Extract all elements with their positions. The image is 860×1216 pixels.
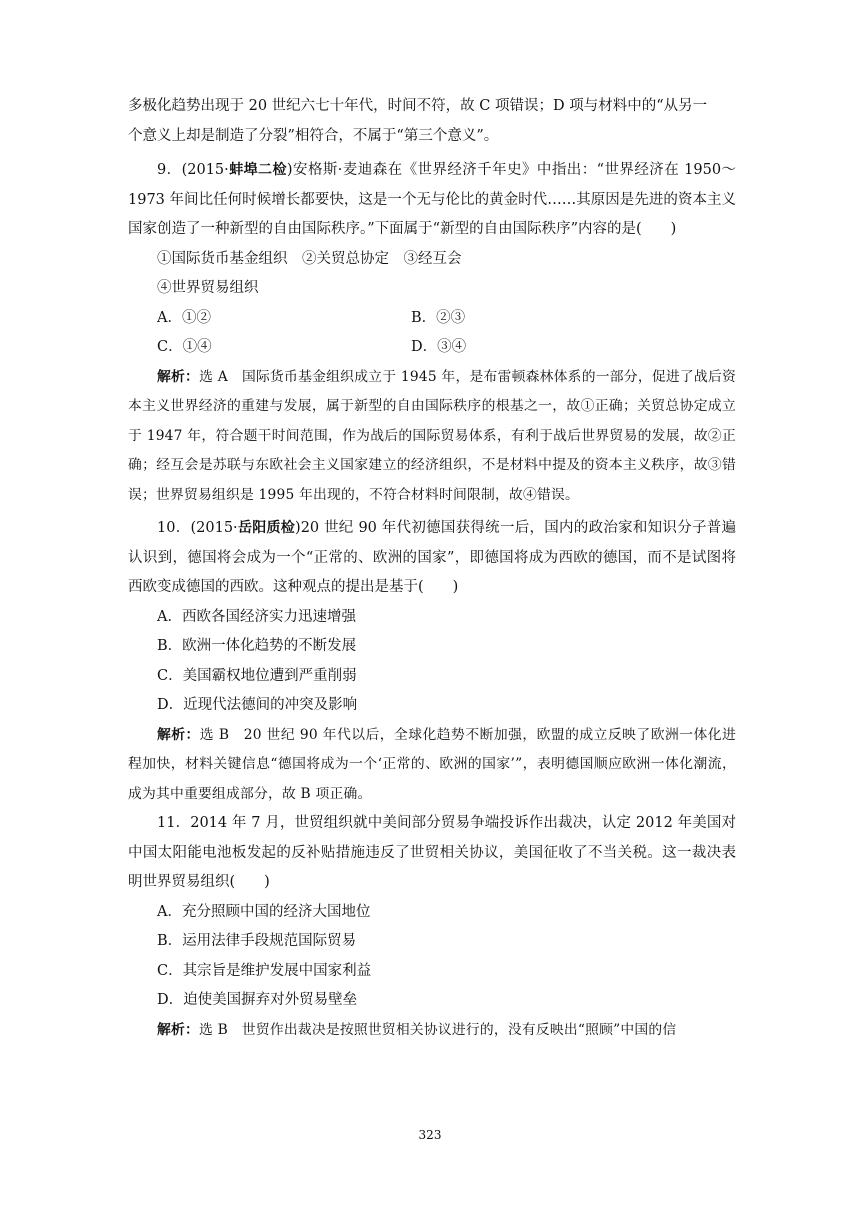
question-9-stem-text: 安格斯·麦迪森在《世界经济千年史》中指出：“世界经济在 1950～1973 年间比任何时候增长都要快，这是一个无与伦比的黄金时代……其原因是先进的资本主义国家创造了一种新型的自由国际秩序。”下面属于“新型的自由国际秩序”内容的是( ) [128,162,737,237]
question-11-number: 11． [157,815,191,831]
question-9-source: 蚌埠二检 [228,162,287,178]
question-11-option-b: B．运用法律手段规范国际贸易 [157,933,357,949]
question-11-analysis-label: 解析： [157,1021,199,1038]
intro-line-2: 个意义上却是制造了分裂”相符合，不属于“第三个意义”。 [128,127,499,144]
intro-line-1: 多极化趋势出现于 20 世纪六七十年代，时间不符，故 C 项错误；D 项与材料中的“从另一 [128,98,708,114]
question-9-option-a: A．①② [157,309,211,326]
question-11-stem-text: 2014 年 7 月，世贸组织就中美间部分贸易争端投诉作出裁决，认定 2012 年美国对中国太阳能电池板发起的反补贴措施违反了世贸相关协议，美国征收了不当关税。这一裁决表明世界贸易组织( ) [128,815,736,890]
question-10-option-a: A．西欧各国经济实力迅速增强 [157,608,356,625]
question-11-option-a: A．充分照顾中国的经济大国地位 [157,903,371,920]
question-10-option-c: C．美国霸权地位遭到严重削弱 [157,667,357,684]
question-10-source-suffix: ) [295,520,301,536]
document-body [128,92,736,1045]
question-10-analysis [128,721,736,810]
question-9-source-suffix: ) [286,162,293,178]
intro-text [128,92,736,151]
question-9-number: 9． [157,162,182,178]
question-11-analysis [128,1016,736,1046]
question-10-stem [128,514,736,603]
question-11-option-c: C．其宗旨是维护发展中国家利益 [157,962,372,979]
question-10-option-b: B．欧洲一体化趋势的不断发展 [157,638,357,654]
question-9-source-prefix: (2015· [181,162,229,178]
question-10-source: 岳阳质检 [237,520,296,536]
question-10-analysis-text: 选 B 20 世纪 90 年代以后，全球化趋势不断加强，欧盟的成立反映了欧洲一体化进程加快，材料关键信息“德国将成为一个‘正常的、欧洲的国家’”，表明德国顺应欧洲一体化潮流，成为其中重要组成部分，故 B 项正确。 [128,726,736,802]
page-number: 323 [418,1128,442,1142]
question-11-stem [128,809,736,898]
question-9-analysis [128,363,736,511]
question-9-option-c: C．①④ [157,339,212,355]
question-10-number: 10． [157,520,191,536]
question-10-source-prefix: (2015· [190,520,238,536]
question-9-items-2: ④世界贸易组织 [157,280,259,296]
question-9-analysis-label: 解析： [157,368,200,385]
question-9-analysis-text: 选 A 国际货币基金组织成立于 1945 年，是布雷顿森林体系的一部分，促进了战后资本主义世界经济的重建与发展，属于新型的自由国际秩序的根基之一，故①正确；关贸总协定成立于 1947 年，符合题干时间范围，作为战后的国际贸易体系，有利于战后世界贸易的发展，故②正确；经互会是苏联与东欧社会主义国家建立的经济组织，不是材料中提及的资本主义秩序，故③错误；世界贸易组织是 1995 年出现的，不符合材料时间限制，故④错误。 [128,368,736,503]
question-10-option-d: D．近现代法德间的冲突及影响 [157,697,358,713]
question-11-option-d: D．迫使美国摒弃对外贸易壁垒 [157,992,358,1008]
question-9-options-row-1 [128,304,736,334]
question-9-options-row-2 [128,333,736,363]
question-9-stem [128,156,736,245]
question-9-option-b: B．②③ [411,309,466,326]
question-11-analysis-text: 选 B 世贸作出裁决是按照世贸相关协议进行的，没有反映出“照顾”中国的信 [199,1021,677,1038]
question-9-option-d: D．③④ [411,339,467,355]
question-10-analysis-label: 解析： [157,726,200,743]
question-9-items-1: ①国际货币基金组织 ②关贸总协定 ③经互会 [157,250,462,267]
question-10-stem-text: 20 世纪 90 年代初德国获得统一后，国内的政治家和知识分子普遍认识到，德国将会成为一个“正常的、欧洲的国家”，即德国将成为西欧的德国，而不是试图将西欧变成德国的西欧。这种观点的提出是基于( ) [128,520,737,595]
